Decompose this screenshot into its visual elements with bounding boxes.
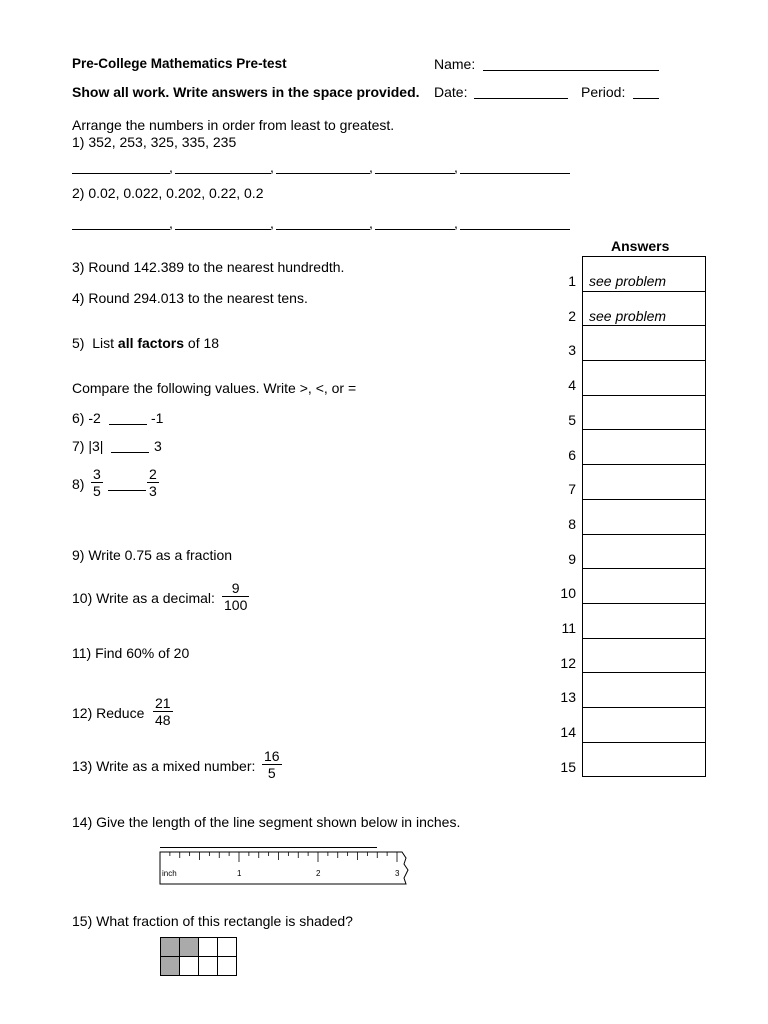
answer-box-8[interactable] xyxy=(583,500,705,535)
section-intro: Arrange the numbers in order from least to greatest. xyxy=(72,117,395,133)
problem-7-right: 3 xyxy=(154,438,162,454)
problem-2-blank[interactable] xyxy=(175,229,271,230)
ruler-label: 3 xyxy=(395,869,400,878)
answer-box-7[interactable] xyxy=(583,465,705,500)
answer-box-5[interactable] xyxy=(583,396,705,431)
problem-2-blank[interactable] xyxy=(72,229,170,230)
answer-box-10[interactable] xyxy=(583,569,705,604)
problem-1: 1) 352, 253, 325, 335, 235 xyxy=(72,134,237,150)
problem-1-blank[interactable] xyxy=(276,173,370,174)
problem-1-blank[interactable] xyxy=(375,173,455,174)
answer-number: 6 xyxy=(568,446,576,463)
problem-14: 14) Give the length of the line segment shown below in inches. xyxy=(72,814,461,830)
grid-cell xyxy=(160,956,180,976)
ruler xyxy=(158,848,410,888)
answer-number: 7 xyxy=(568,481,576,498)
answer-number: 11 xyxy=(561,620,576,636)
problem-15: 15) What fraction of this rectangle is shaded? xyxy=(72,913,353,929)
compare-intro: Compare the following values. Write >, <, or = xyxy=(72,380,357,396)
problem-8-right-fraction: $\frac{2}{3}$ xyxy=(149,466,157,499)
page-title: Pre-College Mathematics Pre-test xyxy=(72,56,287,71)
answer-number: 13 xyxy=(560,689,576,706)
problem-5: 5) List all factors of 18 xyxy=(72,335,220,351)
grid-cell xyxy=(179,937,199,957)
grid-cell xyxy=(160,937,180,957)
answer-box-12[interactable] xyxy=(583,639,705,674)
problem-11: 11) Find 60% of 20 xyxy=(72,645,190,661)
grid-cell xyxy=(179,956,199,976)
problem-6-label: 6) -2 xyxy=(72,410,101,426)
answer-box-6[interactable] xyxy=(583,430,705,465)
problem-7-label: 7) |3| xyxy=(72,438,104,454)
problem-1-blank[interactable] xyxy=(72,173,170,174)
problem-8-left-fraction: $\frac{3}{5}$ xyxy=(93,466,101,499)
answer-box-13[interactable] xyxy=(583,673,705,708)
answer-box-4[interactable] xyxy=(583,361,705,396)
answer-number: 10 xyxy=(560,585,576,602)
problem-2: 2) 0.02, 0.022, 0.202, 0.22, 0.2 xyxy=(72,185,264,201)
answer-number: 12 xyxy=(560,654,576,671)
answer-number: 2 xyxy=(568,307,576,324)
answer-number: 8 xyxy=(568,515,576,532)
answer-box-3[interactable] xyxy=(583,326,705,361)
problem-2-blank[interactable] xyxy=(375,229,455,230)
name-label: Name: xyxy=(434,56,476,72)
problem-13: 13) Write as a mixed number: xyxy=(72,758,256,774)
date-label: Date: xyxy=(434,84,468,100)
answer-box-1[interactable]: see problem xyxy=(583,257,705,292)
problem-8-blank[interactable] xyxy=(108,490,146,491)
answers-heading: Answers xyxy=(611,238,670,254)
problem-6-blank[interactable] xyxy=(109,424,147,425)
problem-7-blank[interactable] xyxy=(111,452,149,453)
answer-number: 15 xyxy=(560,758,576,775)
problem-9: 9) Write 0.75 as a fraction xyxy=(72,547,233,563)
problem-12-fraction: $\frac{21}{48}$ xyxy=(155,695,171,728)
answers-table xyxy=(582,256,706,777)
ruler-unit-label: inch xyxy=(162,869,177,878)
period-field[interactable] xyxy=(633,98,659,99)
problem-8-label: 8) xyxy=(72,476,85,492)
problem-2-blank[interactable] xyxy=(276,229,370,230)
problem-12: 12) Reduce xyxy=(72,705,145,721)
problem-1-blank[interactable] xyxy=(175,173,271,174)
answer-number: 14 xyxy=(560,724,576,741)
answer-number: 3 xyxy=(568,342,576,359)
problem-10-fraction: $\frac{9}{100}$ xyxy=(224,580,248,613)
answer-number: 9 xyxy=(568,550,576,567)
problem-3: 3) Round 142.389 to the nearest hundredth. xyxy=(72,259,345,275)
grid-cell xyxy=(198,956,218,976)
problem-1-blank[interactable] xyxy=(460,173,570,174)
ruler-body xyxy=(160,852,408,884)
answer-box-14[interactable] xyxy=(583,708,705,743)
problem-13-fraction: $\frac{16}{5}$ xyxy=(264,748,280,781)
grid-cell xyxy=(198,937,218,957)
answer-number: 4 xyxy=(568,377,576,394)
problem-6-right: -1 xyxy=(151,410,164,426)
name-field[interactable] xyxy=(483,70,659,71)
problem-10: 10) Write as a decimal: xyxy=(72,590,215,606)
ruler-label: 1 xyxy=(237,869,242,878)
instructions: Show all work. Write answers in the space provided. xyxy=(72,84,420,100)
answer-box-11[interactable] xyxy=(583,604,705,639)
problem-4: 4) Round 294.013 to the nearest tens. xyxy=(72,290,308,306)
answer-box-9[interactable] xyxy=(583,535,705,570)
grid-cell xyxy=(217,937,237,957)
answer-box-15[interactable] xyxy=(583,743,705,778)
date-field[interactable] xyxy=(474,98,568,99)
period-label: Period: xyxy=(581,84,626,100)
answer-number: 1 xyxy=(568,273,576,289)
answer-box-2[interactable]: see problem xyxy=(583,292,705,327)
ruler-label: 2 xyxy=(316,869,321,878)
problem-2-blank[interactable] xyxy=(460,229,570,230)
grid-cell xyxy=(217,956,237,976)
answer-number: 5 xyxy=(568,411,576,428)
